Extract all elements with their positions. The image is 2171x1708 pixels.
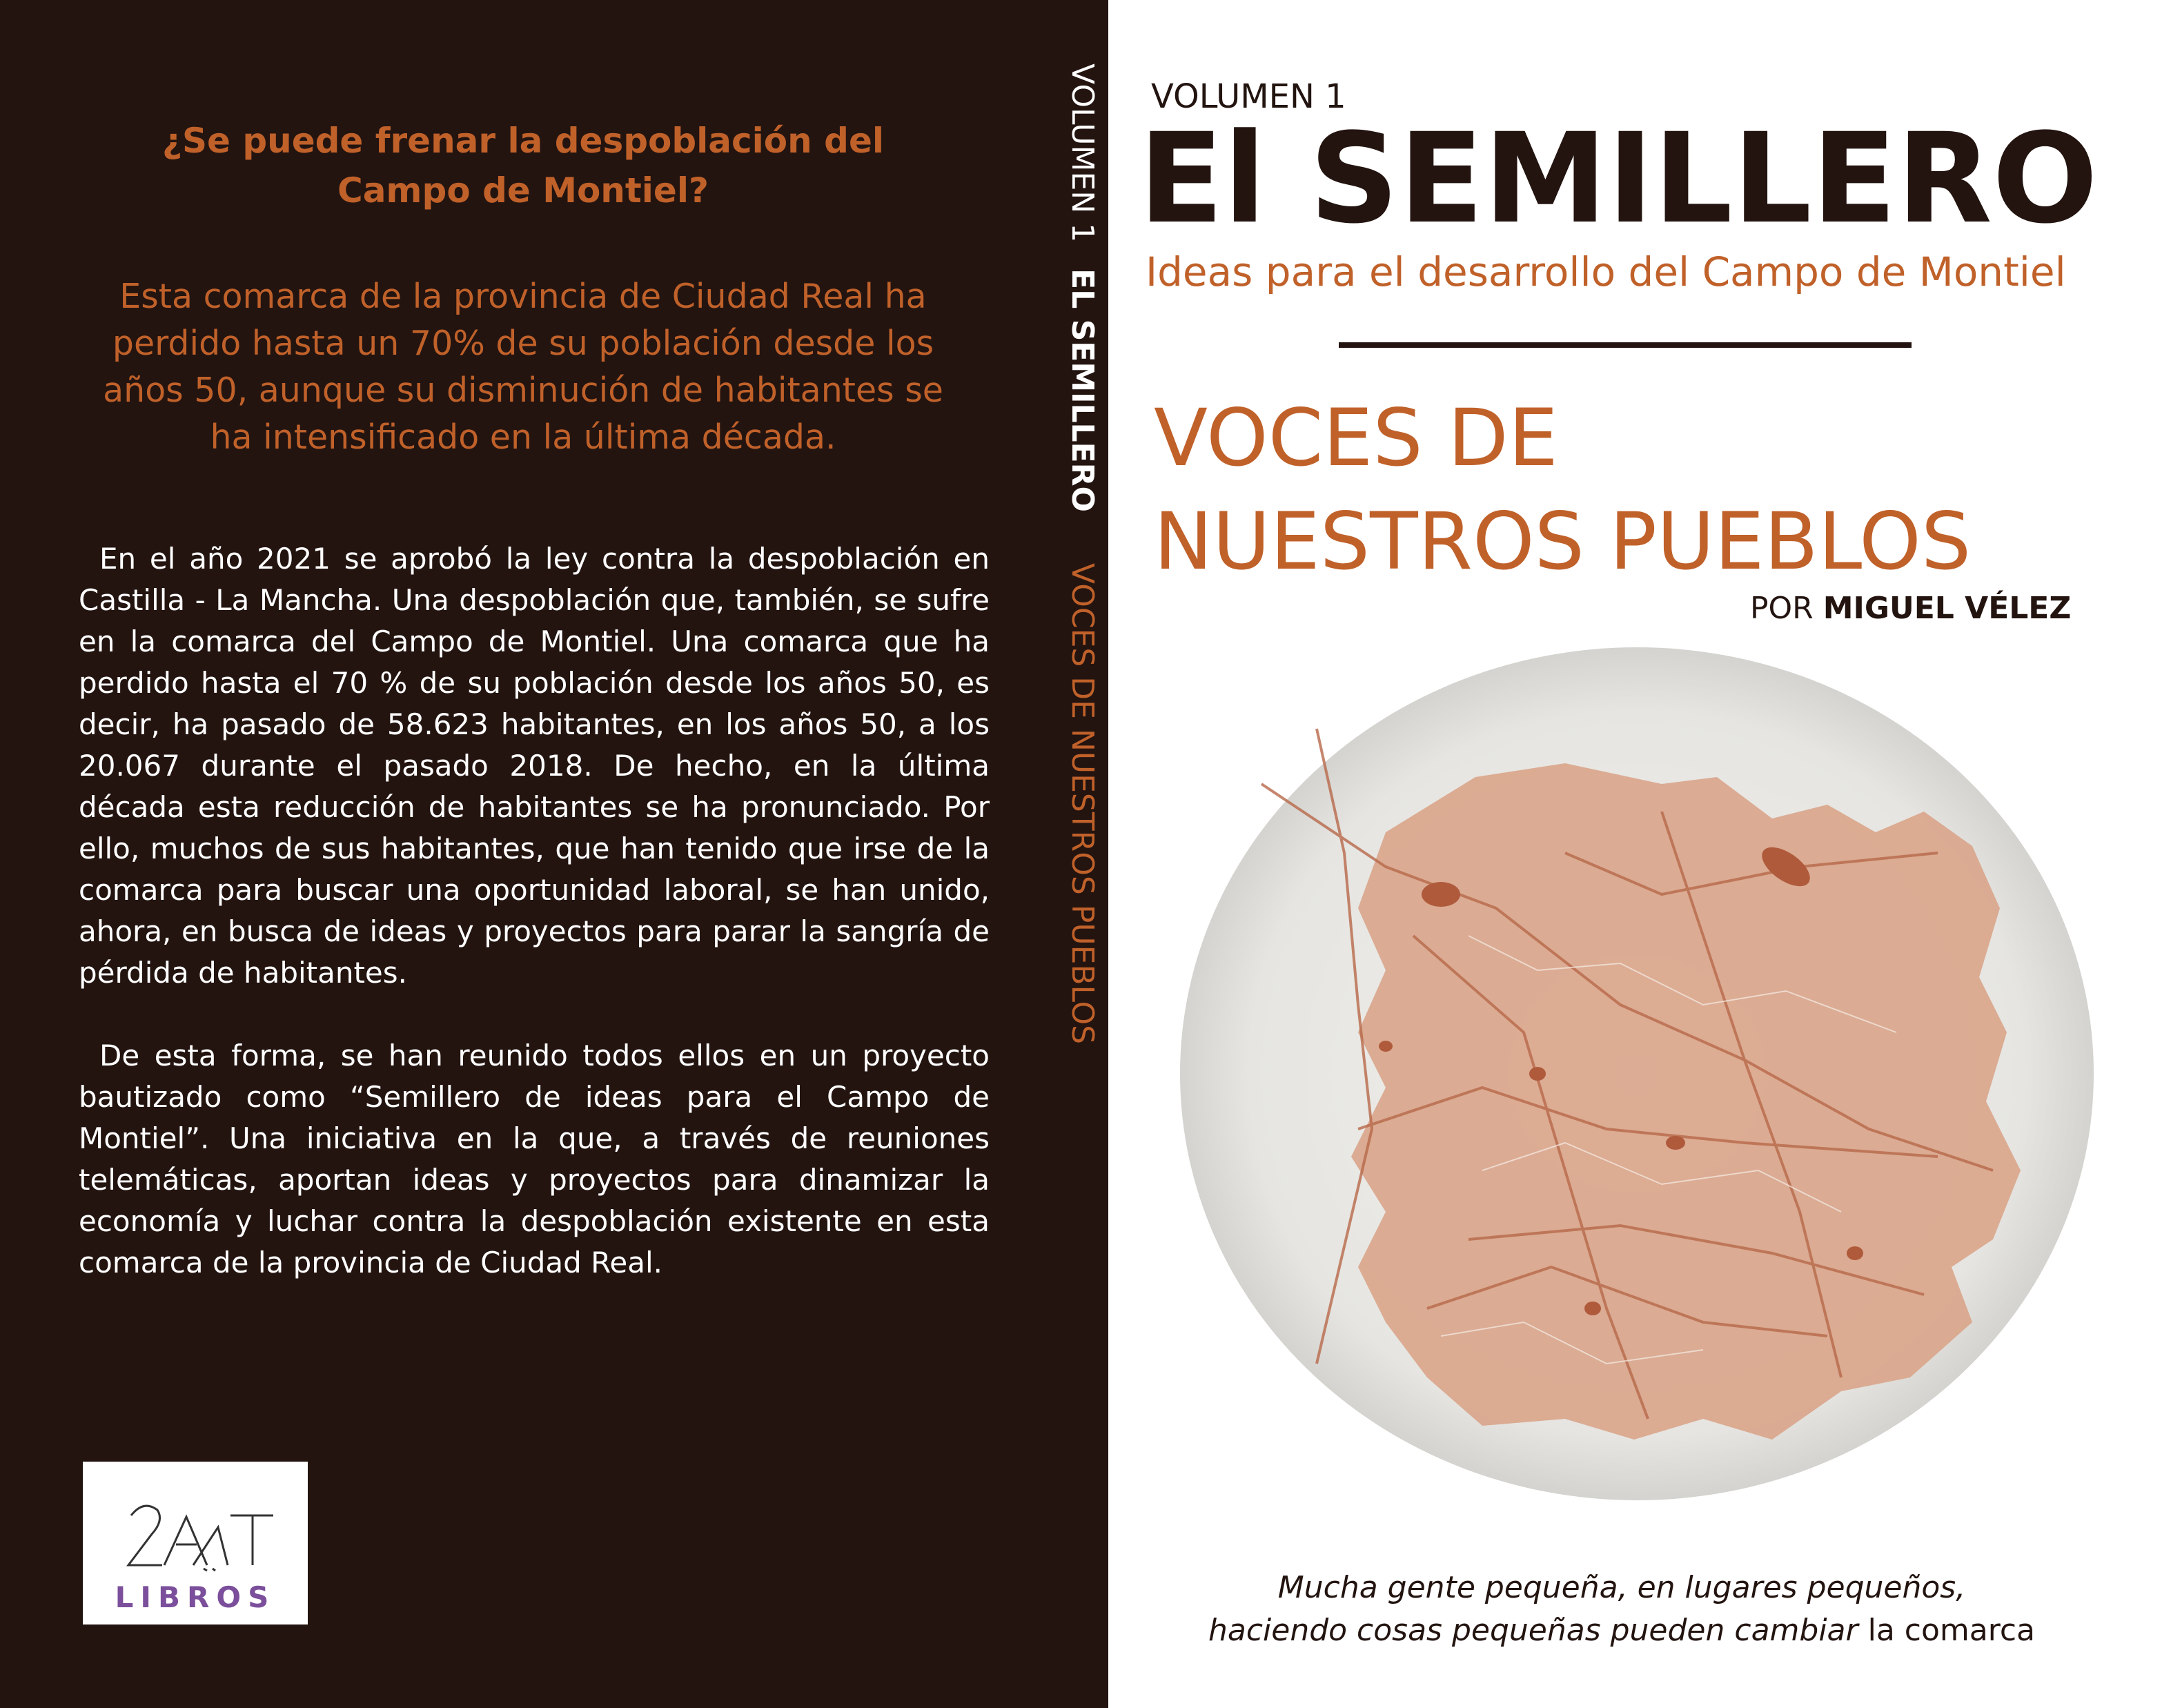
author-credit	[1750, 591, 2071, 626]
spine-text	[1065, 63, 1099, 1044]
back-cover-paragraph-2: De esta forma, se han reunido todos ellos en un proyecto bautizado como “Semillero de ideas para el Campo de Montiel”. Una iniciativa en la que, a través de reuniones telemáticas, aportan ideas y proyectos para dinamizar la economía y luchar contra la despoblación existente en esta comarca de la provincia de Ciudad Real.	[79, 1039, 990, 1279]
book-subtitle: Ideas para el desarrollo del Campo de Montiel	[1146, 248, 2066, 295]
spine-title: EL SEMILLERO	[1065, 268, 1100, 512]
author-prefix: POR	[1750, 591, 1814, 626]
title-divider	[1339, 342, 1912, 348]
quote-line-2-end: la comarca	[1867, 1613, 2035, 1648]
publisher-logo-label: LIBROS	[115, 1580, 276, 1614]
front-volume-label: VOLUMEN 1	[1151, 77, 1346, 116]
quote-line-1: Mucha gente pequeña, en lugares pequeños,	[1277, 1570, 1966, 1605]
region-shape	[1351, 763, 2021, 1440]
publisher-logo	[83, 1462, 308, 1624]
author-name: MIGUEL VÉLEZ	[1823, 591, 2072, 626]
campo-de-montiel-map-icon	[1179, 646, 2095, 1502]
section-title-line-1: VOCES DE	[1154, 392, 1558, 484]
quote-line-2-italic: haciendo cosas pequeñas pueden cambiar	[1208, 1613, 1858, 1648]
spine-volume: VOLUMEN 1	[1065, 63, 1100, 243]
section-title	[1154, 386, 1971, 593]
quote-line-2	[1173, 1609, 2070, 1652]
spine-subtitle: VOCES DE NUESTROS PUEBLOS	[1065, 562, 1100, 1045]
back-cover-intro: Esta comarca de la provincia de Ciudad Real ha perdido hasta un 70% de su población desde los años 50, aunque su disminución de habitantes se ha intensificado en la última década.	[103, 277, 943, 457]
back-cover-title: ¿Se puede frenar la despoblación del Campo de Montiel?	[162, 121, 884, 210]
cover-quote	[1173, 1567, 2070, 1652]
back-cover-paragraph-1: En el año 2021 se aprobó la ley contra la despoblación en Castilla - La Mancha. Una despoblación que, también, se sufre en la comarca del Campo de Montiel. Una comarca que ha perdido hasta el 70 % de su población desde los años 50, es decir, ha pasado de 58.623 habitantes, en los años 50, a los 20.067 durante el pasado 2018. De hecho, en la última década esta reducción de habitantes se ha pronunciado. Por ello, muchos de sus habitantes, que han tenido que irse de la comarca para buscar una oportunidad laboral, se han unido, ahora, en busca de ideas y proyectos para parar la sangría de pérdida de habitantes.	[79, 542, 990, 990]
section-title-line-2: NUESTROS PUEBLOS	[1154, 495, 1972, 587]
book-title: El SEMILLERO	[1139, 107, 2098, 251]
